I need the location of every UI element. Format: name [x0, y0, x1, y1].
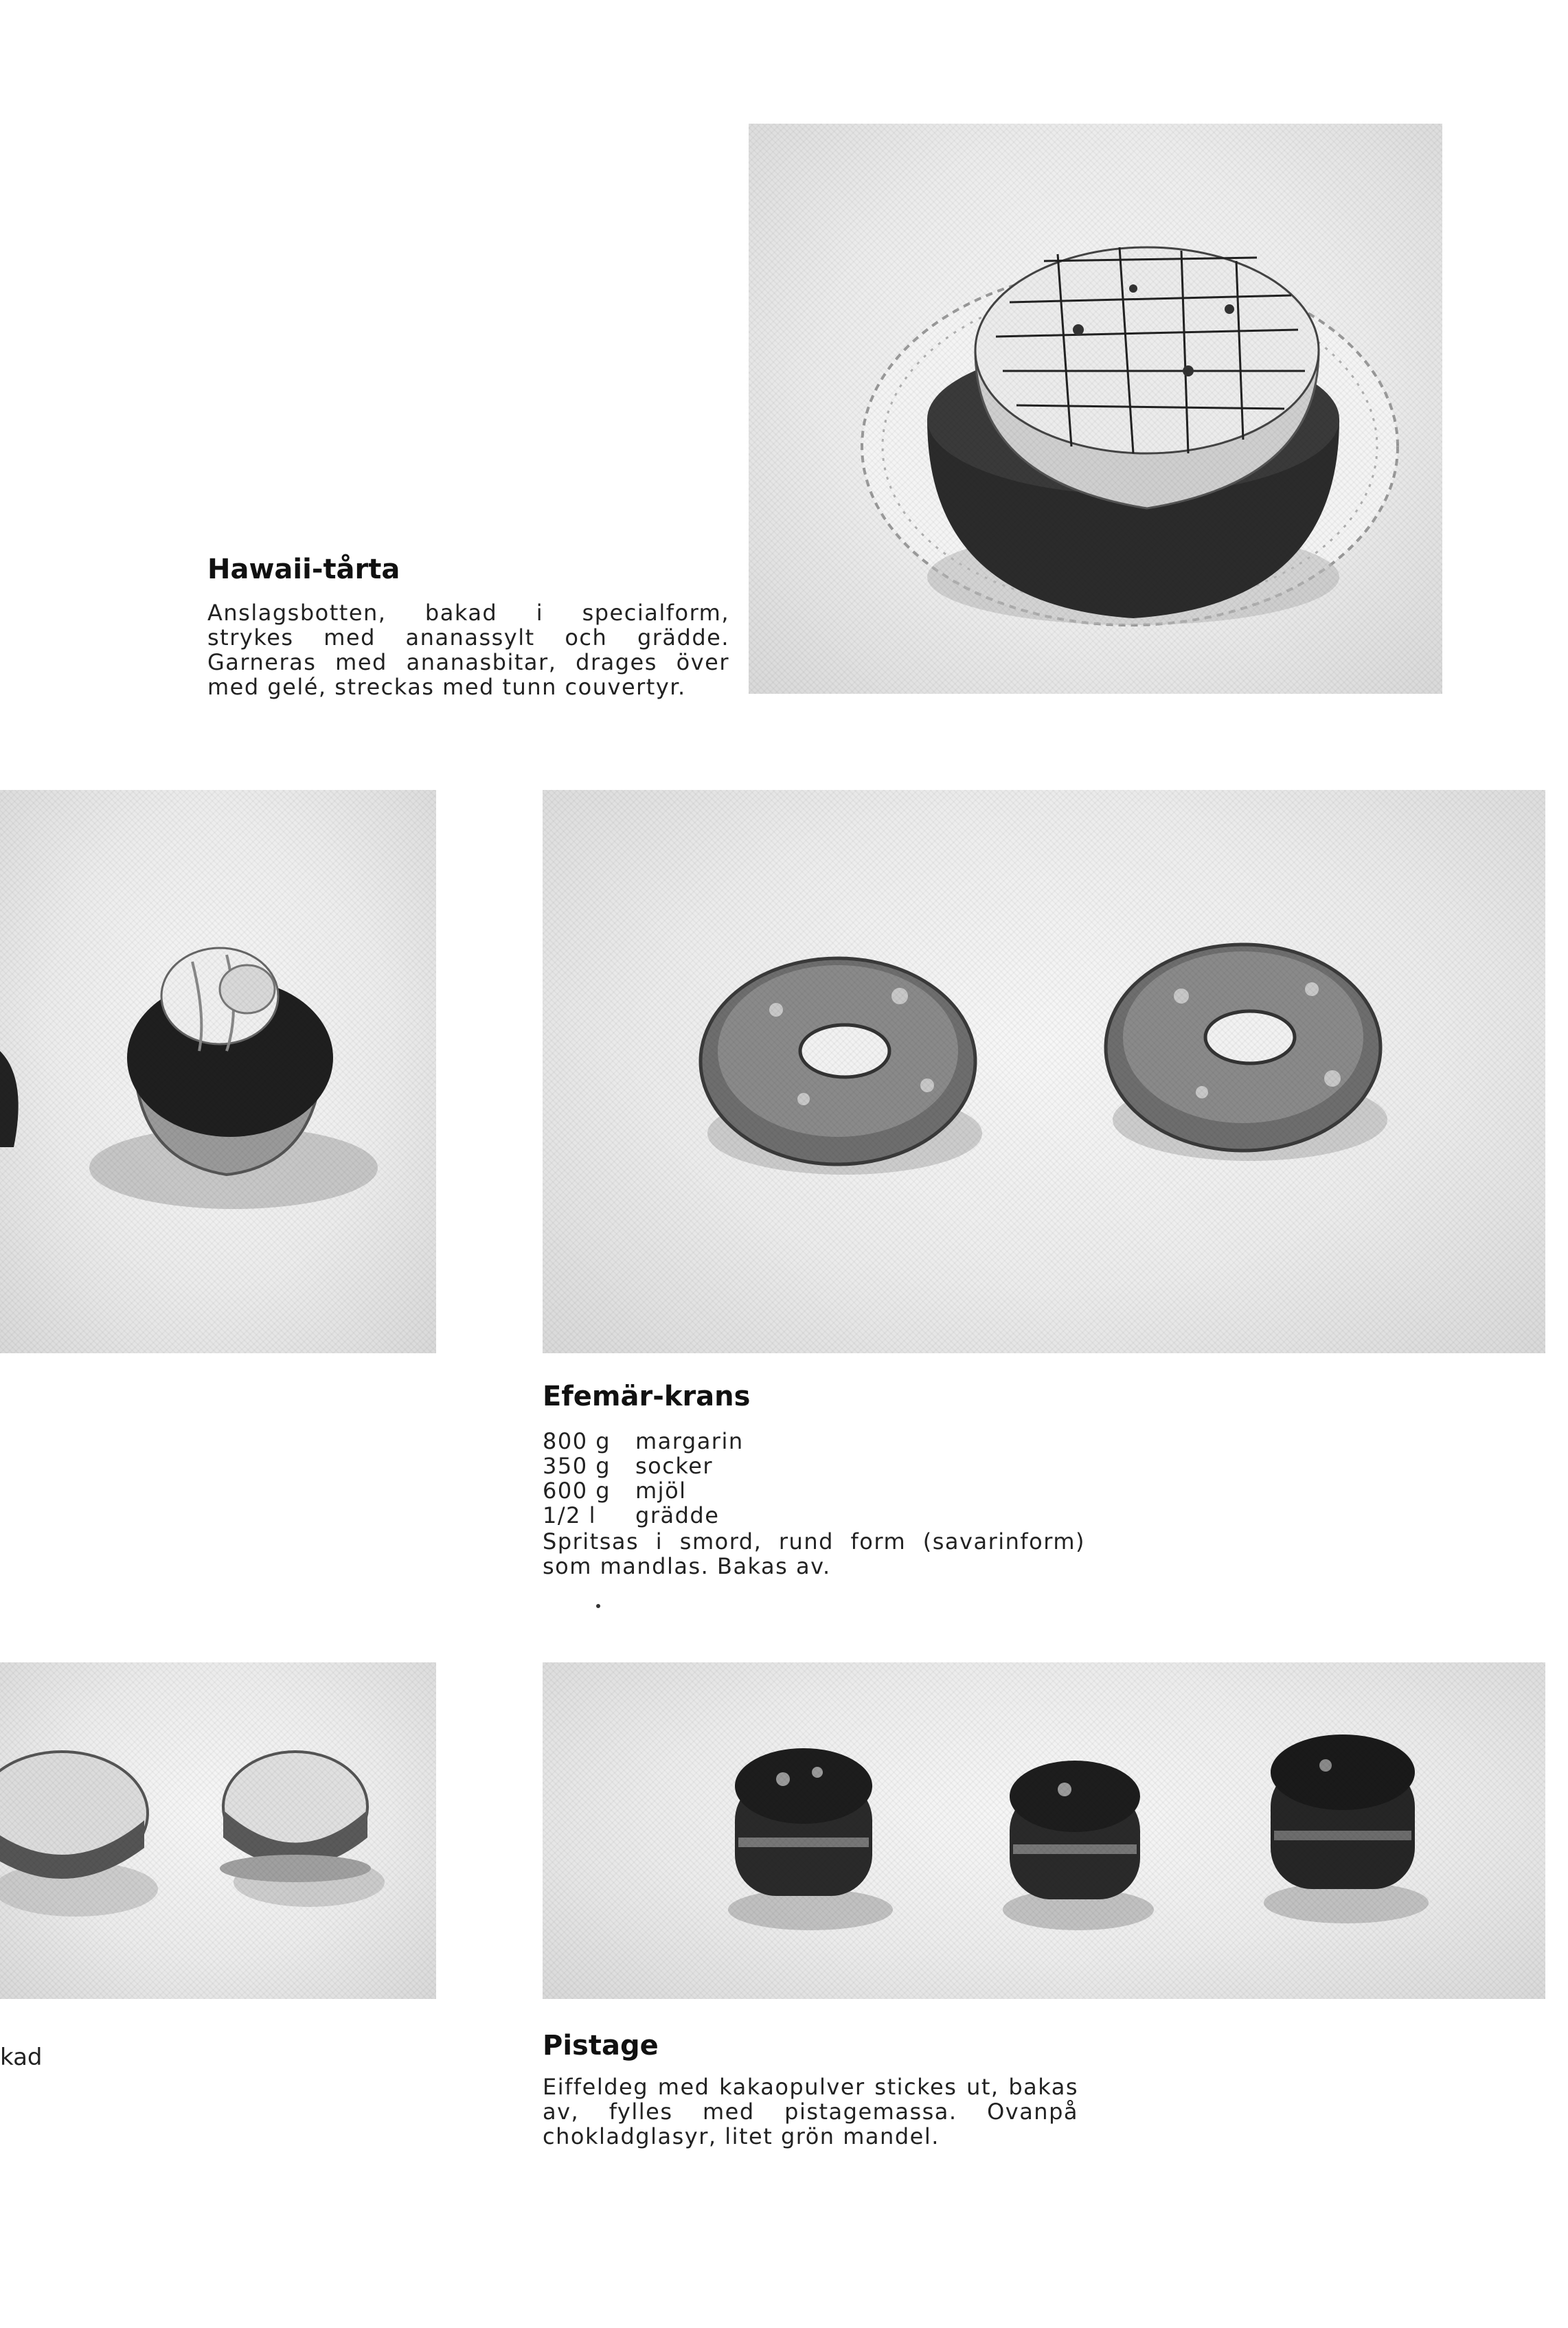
pistage-pastries-illustration: [543, 1662, 1545, 1999]
ingredient-item: [543, 1478, 744, 1503]
ingredient-qty: 1/2 l: [543, 1502, 597, 1528]
cropped-text-fragment: kad: [0, 2044, 43, 2071]
pistage-photo: [543, 1662, 1545, 1999]
ingredient-item: [543, 1503, 744, 1528]
efemar-rings-illustration: [543, 790, 1545, 1353]
efemar-method: Spritsas i smord, rund form (savarinform) som mandlas. Bakas av.: [543, 1528, 1085, 1579]
pistage-description: Eiffeldeg med kakaopulver stickes ut, bakas av, fylles med pistagemassa. Ovanpå chokladglasyr, litet grön mandel.: [543, 2074, 1078, 2149]
hawaii-photo: [749, 124, 1442, 694]
ingredient-qty: 800 g: [543, 1428, 611, 1454]
efemar-photo: [543, 790, 1545, 1353]
ingredient-name: socker: [635, 1453, 714, 1479]
pistage-title: Pistage: [543, 2030, 659, 2061]
ingredient-item: [543, 1454, 744, 1478]
cream-cup-photo: [0, 790, 436, 1353]
print-speck: [596, 1604, 600, 1608]
ingredient-name: grädde: [635, 1502, 720, 1528]
efemar-ingredients: [543, 1429, 744, 1528]
ingredient-qty: 350 g: [543, 1453, 611, 1479]
macaron-photo: [0, 1662, 436, 1999]
hawaii-title: Hawaii-tårta: [207, 554, 400, 585]
efemar-title: Efemär-krans: [543, 1381, 751, 1412]
hawaii-description: Anslagsbotten, bakad i specialform, strykes med ananassylt och grädde. Garneras med ananasbitar, drages över med gelé, streckas med tunn couvertyr.: [207, 600, 729, 700]
hawaii-cake-illustration: [749, 124, 1442, 694]
ingredient-name: mjöl: [635, 1478, 687, 1504]
ingredient-name: margarin: [635, 1428, 744, 1454]
cream-cup-illustration: [0, 790, 436, 1353]
macaron-illustration: [0, 1662, 436, 1999]
ingredient-item: [543, 1429, 744, 1454]
ingredient-qty: 600 g: [543, 1478, 611, 1504]
